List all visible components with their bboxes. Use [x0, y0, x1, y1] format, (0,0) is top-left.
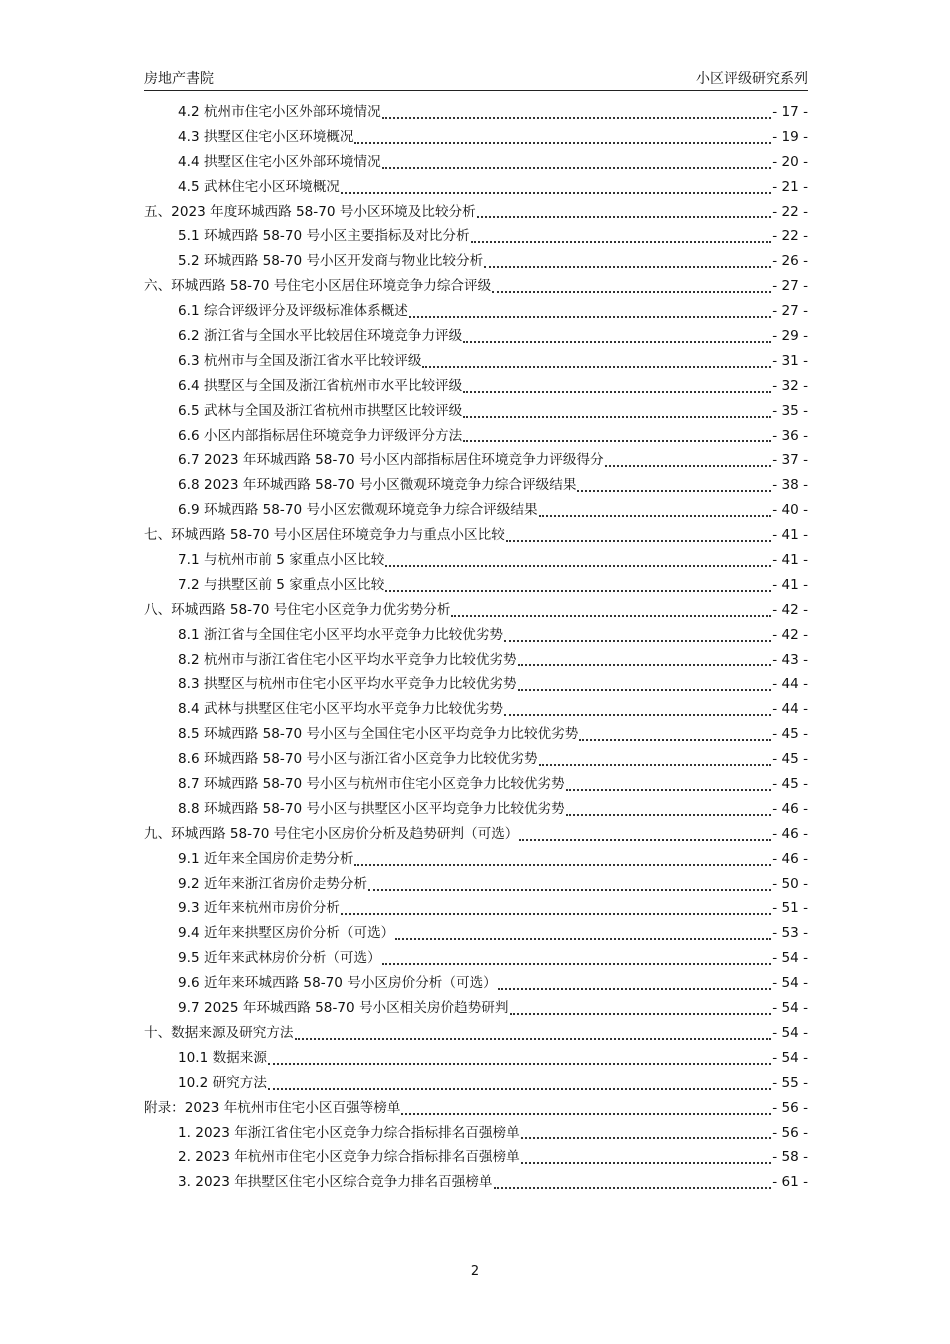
toc-dot-leader	[510, 1012, 772, 1015]
toc-entry[interactable]	[144, 498, 808, 523]
toc-dot-leader	[484, 265, 771, 268]
toc-entry-page: - 42 -	[772, 601, 808, 618]
toc-dot-leader	[566, 788, 772, 791]
toc-entry[interactable]	[144, 175, 808, 200]
toc-entry-page: - 54 -	[772, 950, 808, 967]
toc-dot-leader	[504, 713, 771, 716]
toc-entry-title: 6.7 2023 年环城西路 58-70 号小区内部指标居住环境竞争力评级得分	[178, 452, 604, 469]
toc-dot-leader	[463, 415, 771, 418]
toc-entry[interactable]	[144, 324, 808, 349]
toc-entry-page: - 45 -	[772, 776, 808, 793]
toc-entry-page: - 43 -	[772, 651, 808, 668]
toc-entry[interactable]	[144, 1046, 808, 1071]
toc-entry[interactable]	[144, 996, 808, 1021]
toc-dot-leader	[354, 863, 771, 866]
toc-entry-page: - 29 -	[772, 328, 808, 344]
toc-entry-title: 8.8 环城西路 58-70 号小区与拱墅区小区平均竞争力比较优劣势	[178, 800, 565, 817]
toc-entry-title: 9.4 近年来拱墅区房价分析（可选）	[178, 925, 395, 942]
toc-entry[interactable]	[144, 150, 808, 175]
toc-entry-page: - 46 -	[772, 850, 808, 867]
toc-entry-page: - 26 -	[772, 253, 808, 270]
toc-entry-title: 九、环城西路 58-70 号住宅小区房价分析及趋势研判（可选）	[144, 825, 519, 842]
toc-entry[interactable]	[144, 249, 808, 274]
toc-dot-leader	[382, 962, 772, 965]
toc-entry-page: - 37 -	[772, 452, 808, 469]
toc-dot-leader	[451, 614, 771, 617]
toc-entry-page: - 41 -	[772, 527, 808, 544]
toc-entry[interactable]	[144, 872, 808, 897]
toc-entry[interactable]	[144, 200, 808, 225]
toc-entry-page: - 53 -	[772, 925, 808, 942]
toc-entry[interactable]	[144, 299, 808, 324]
toc-entry-title: 1. 2023 年浙江省住宅小区竞争力综合指标排名百强榜单	[178, 1124, 520, 1141]
toc-entry-page: - 44 -	[772, 701, 808, 718]
toc-entry-title: 6.9 环城西路 58-70 号小区宏微观环境竞争力综合评级结果	[178, 502, 538, 519]
toc-entry[interactable]	[144, 822, 808, 847]
toc-dot-leader	[579, 738, 771, 741]
toc-dot-leader	[368, 888, 771, 891]
toc-entry-page: - 32 -	[772, 377, 808, 394]
toc-dot-leader	[385, 589, 771, 592]
toc-dot-leader	[341, 912, 771, 915]
toc-dot-leader	[494, 1186, 772, 1189]
toc-entry-page: - 19 -	[772, 128, 808, 145]
table-of-contents	[144, 100, 808, 1195]
toc-entry-title: 六、环城西路 58-70 号住宅小区居住环境竞争力综合评级	[144, 278, 492, 295]
toc-entry-title: 8.7 环城西路 58-70 号小区与杭州市住宅小区竞争力比较优劣势	[178, 776, 565, 793]
toc-dot-leader	[409, 315, 771, 318]
toc-entry-title: 4.5 武林住宅小区环境概况	[178, 178, 340, 195]
toc-entry-page: - 35 -	[772, 402, 808, 419]
toc-dot-leader	[401, 1112, 771, 1115]
toc-entry[interactable]	[144, 747, 808, 772]
toc-entry-page: - 31 -	[772, 352, 808, 369]
toc-entry[interactable]	[144, 1021, 808, 1046]
toc-entry-title: 7.1 与杭州市前 5 家重点小区比较	[178, 552, 385, 569]
toc-entry-title: 十、数据来源及研究方法	[144, 1024, 294, 1041]
toc-entry-page: - 27 -	[772, 278, 808, 295]
toc-dot-leader	[521, 1136, 772, 1139]
toc-entry-title: 9.6 近年来环城西路 58-70 号小区房价分析（可选）	[178, 975, 497, 992]
toc-entry-page: - 50 -	[772, 875, 808, 892]
toc-entry[interactable]	[144, 648, 808, 673]
toc-dot-leader	[577, 489, 771, 492]
toc-entry-title: 5.1 环城西路 58-70 号小区主要指标及对比分析	[178, 228, 470, 245]
toc-entry-title: 6.4 拱墅区与全国及浙江省杭州市水平比较评级	[178, 377, 463, 394]
toc-entry[interactable]	[144, 722, 808, 747]
toc-entry-title: 9.7 2025 年环城西路 58-70 号小区相关房价趋势研判	[178, 1000, 509, 1017]
toc-entry-page: - 22 -	[772, 203, 808, 220]
toc-entry-page: - 56 -	[772, 1124, 808, 1141]
toc-entry[interactable]	[144, 921, 808, 946]
toc-entry[interactable]	[144, 1071, 808, 1096]
toc-entry-title: 6.8 2023 年环城西路 58-70 号小区微观环境竞争力综合评级结果	[178, 477, 577, 494]
toc-dot-leader	[518, 663, 772, 666]
toc-dot-leader	[566, 813, 772, 816]
toc-dot-leader	[463, 390, 771, 393]
toc-dot-leader	[463, 439, 771, 442]
toc-entry-page: - 54 -	[772, 1000, 808, 1017]
toc-dot-leader	[539, 763, 772, 766]
toc-entry[interactable]	[144, 573, 808, 598]
toc-entry[interactable]	[144, 548, 808, 573]
toc-entry-page: - 20 -	[772, 153, 808, 170]
toc-entry-title: 6.5 武林与全国及浙江省杭州市拱墅区比较评级	[178, 402, 463, 419]
toc-entry-page: - 51 -	[772, 900, 808, 917]
toc-entry-page: - 45 -	[772, 751, 808, 768]
toc-entry[interactable]	[144, 1121, 808, 1146]
toc-entry-page: - 41 -	[772, 552, 808, 569]
toc-entry[interactable]	[144, 772, 808, 797]
toc-entry[interactable]	[144, 424, 808, 449]
toc-dot-leader	[382, 116, 772, 119]
toc-entry-page: - 46 -	[772, 800, 808, 817]
toc-entry[interactable]	[144, 1145, 808, 1170]
toc-entry-page: - 22 -	[772, 228, 808, 245]
toc-entry[interactable]	[144, 623, 808, 648]
toc-entry[interactable]	[144, 224, 808, 249]
toc-entry-title: 9.1 近年来全国房价走势分析	[178, 850, 354, 867]
toc-entry-page: - 41 -	[772, 576, 808, 593]
page-number: 2	[470, 1264, 480, 1279]
toc-dot-leader	[463, 340, 771, 343]
toc-entry-title: 8.4 武林与拱墅区住宅小区平均水平竞争力比较优劣势	[178, 701, 504, 718]
toc-entry-title: 7.2 与拱墅区前 5 家重点小区比较	[178, 576, 385, 593]
toc-entry-page: - 45 -	[772, 726, 808, 743]
toc-entry[interactable]	[144, 598, 808, 623]
toc-entry-title: 4.3 拱墅区住宅小区环境概况	[178, 128, 354, 145]
toc-entry-page: - 46 -	[772, 825, 808, 842]
toc-entry-page: - 56 -	[772, 1099, 808, 1116]
toc-entry[interactable]	[144, 349, 808, 374]
toc-entry-page: - 54 -	[772, 1024, 808, 1041]
toc-entry-title: 6.2 浙江省与全国水平比较居住环境竞争力评级	[178, 328, 463, 344]
toc-entry-page: - 21 -	[772, 178, 808, 195]
toc-entry[interactable]	[144, 399, 808, 424]
toc-dot-leader	[498, 987, 771, 990]
toc-entry-title: 6.6 小区内部指标居住环境竞争力评级评分方法	[178, 427, 463, 444]
toc-entry-title: 4.4 拱墅区住宅小区外部环境情况	[178, 153, 381, 170]
toc-entry[interactable]	[144, 274, 808, 299]
toc-entry-title: 3. 2023 年拱墅区住宅小区综合竞争力排名百强榜单	[178, 1174, 493, 1191]
toc-dot-leader	[477, 215, 772, 218]
toc-dot-leader	[395, 937, 771, 940]
toc-dot-leader	[506, 539, 771, 542]
toc-entry-title: 8.3 拱墅区与杭州市住宅小区平均水平竞争力比较优劣势	[178, 676, 517, 693]
toc-entry-title: 10.1 数据来源	[178, 1049, 267, 1066]
toc-dot-leader	[504, 639, 771, 642]
toc-entry-page: - 27 -	[772, 303, 808, 320]
toc-entry[interactable]	[144, 946, 808, 971]
toc-entry-page: - 44 -	[772, 676, 808, 693]
toc-dot-leader	[385, 564, 771, 567]
toc-dot-leader	[268, 1087, 771, 1090]
toc-entry-title: 9.5 近年来武林房价分析（可选）	[178, 950, 381, 967]
toc-entry-title: 4.2 杭州市住宅小区外部环境情况	[178, 103, 381, 120]
toc-entry[interactable]	[144, 1170, 808, 1195]
toc-dot-leader	[471, 240, 772, 243]
toc-entry[interactable]	[144, 374, 808, 399]
header-series: 小区评级研究系列	[696, 71, 808, 87]
toc-dot-leader	[605, 464, 772, 467]
toc-entry-title: 七、环城西路 58-70 号小区居住环境竞争力与重点小区比较	[144, 527, 505, 544]
toc-entry[interactable]	[144, 125, 808, 150]
toc-entry-page: - 42 -	[772, 626, 808, 643]
toc-entry-title: 9.3 近年来杭州市房价分析	[178, 900, 340, 917]
toc-entry-page: - 17 -	[772, 103, 808, 120]
header-publisher: 房地产書院	[144, 71, 214, 87]
toc-entry-page: - 61 -	[772, 1174, 808, 1191]
toc-entry-page: - 40 -	[772, 502, 808, 519]
toc-entry-title: 10.2 研究方法	[178, 1074, 267, 1091]
toc-entry[interactable]	[144, 897, 808, 922]
toc-dot-leader	[521, 1161, 772, 1164]
toc-entry-title: 9.2 近年来浙江省房价走势分析	[178, 875, 368, 892]
toc-entry-page: - 54 -	[772, 1049, 808, 1066]
toc-entry-title: 8.5 环城西路 58-70 号小区与全国住宅小区平均竞争力比较优劣势	[178, 726, 579, 743]
toc-entry[interactable]	[144, 697, 808, 722]
toc-entry[interactable]	[144, 473, 808, 498]
toc-dot-leader	[382, 166, 772, 169]
toc-entry-page: - 54 -	[772, 975, 808, 992]
toc-entry-title: 2. 2023 年杭州市住宅小区竞争力综合指标排名百强榜单	[178, 1149, 520, 1166]
page-header	[144, 66, 808, 91]
toc-dot-leader	[518, 688, 772, 691]
toc-entry-title: 8.1 浙江省与全国住宅小区平均水平竞争力比较优劣势	[178, 626, 504, 643]
toc-entry[interactable]	[144, 672, 808, 697]
toc-dot-leader	[539, 514, 772, 517]
toc-entry-title: 附录：2023 年杭州市住宅小区百强等榜单	[144, 1099, 401, 1116]
toc-entry[interactable]	[144, 847, 808, 872]
toc-entry[interactable]	[144, 1096, 808, 1121]
toc-dot-leader	[492, 290, 771, 293]
toc-entry-page: - 36 -	[772, 427, 808, 444]
toc-dot-leader	[519, 838, 771, 841]
toc-entry-title: 8.6 环城西路 58-70 号小区与浙江省小区竞争力比较优劣势	[178, 751, 538, 768]
toc-entry[interactable]	[144, 971, 808, 996]
toc-entry[interactable]	[144, 100, 808, 125]
toc-dot-leader	[295, 1037, 772, 1040]
toc-entry-title: 5.2 环城西路 58-70 号小区开发商与物业比较分析	[178, 253, 484, 270]
toc-dot-leader	[268, 1062, 771, 1065]
toc-dot-leader	[422, 365, 771, 368]
toc-entry-page: - 55 -	[772, 1074, 808, 1091]
toc-entry[interactable]	[144, 448, 808, 473]
toc-entry-title: 6.3 杭州市与全国及浙江省水平比较评级	[178, 352, 422, 369]
toc-entry[interactable]	[144, 523, 808, 548]
toc-entry[interactable]	[144, 797, 808, 822]
toc-dot-leader	[341, 191, 771, 194]
toc-entry-page: - 38 -	[772, 477, 808, 494]
toc-entry-title: 8.2 杭州市与浙江省住宅小区平均水平竞争力比较优劣势	[178, 651, 517, 668]
toc-dot-leader	[354, 141, 771, 144]
toc-entry-title: 6.1 综合评级评分及评级标准体系概述	[178, 303, 408, 320]
toc-entry-title: 八、环城西路 58-70 号住宅小区竞争力优劣势分析	[144, 601, 451, 618]
toc-entry-title: 五、2023 年度环城西路 58-70 号小区环境及比较分析	[144, 203, 476, 220]
toc-entry-page: - 58 -	[772, 1149, 808, 1166]
